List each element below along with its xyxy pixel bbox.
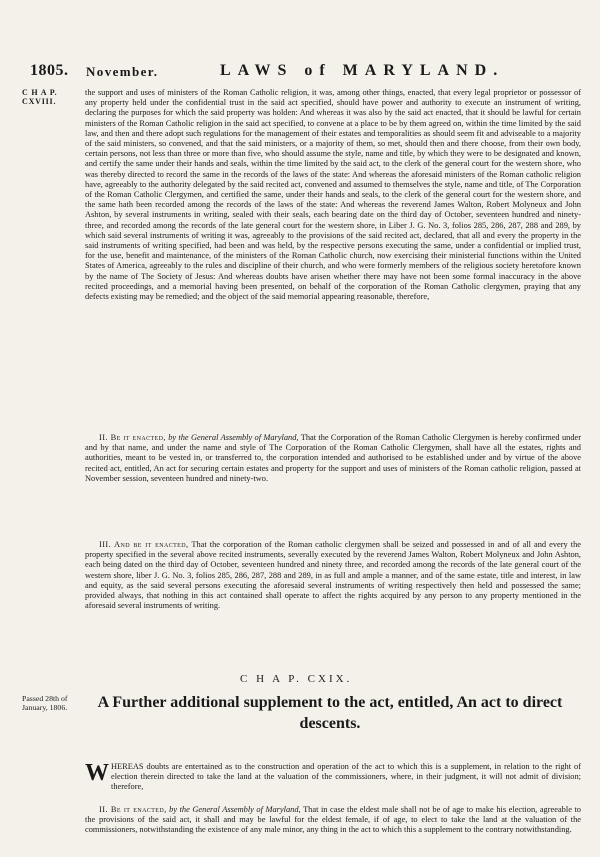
ch119-section-2-lead: II. Be it enacted, xyxy=(99,805,167,814)
preamble-text: the support and uses of ministers of the Roman Catholic religion, it was, among other things, enacted, that every legal proprietor or possessor of any property held under the confidential trust in the said act specified, should have power and authority to execute an instrument of writing, declaring the purposes for which the said property was holden: And whereas it was also by the said act enacted, that it should be lawful for certain ministers of the Roman Catholic religion in the said act specified, to convene at a place to be by them agreed on, within the time limited by the said law, and then and there adopt such regulations for the management of their estates and temporalities as should seem fit and adviseable to a majority of the said ministers, so convened, and that the said ministers, or a majority of them, so met, should then and there choose, from their own body, certain persons, not less than three or more than five, who should assume the style, name and title, by which they were to be designated and known, and certify the same under their hands and seals, within the time limited by the said act, to the clerk of the general court for the western shore, who was thereby directed to record the same in the records of the laws of the state: And whereas the aforesaid ministers of the Roman catholic religion have, agreeably to the authority delegated by the said recited act, convened and assumed to themselves the style, name and title, of The Corporation of the Roman Catholic Clergymen, and certified the same, under their hands and seals, to the clerk of the general court for the western shore, and the same hath been recorded among the records of the laws of the state: And whereas the reverend James Walton, Robert Molyneux and John Ashton, by several instruments in writing, sealed with their seals, each bearing date on the third day of October, seventeen hundred and ninety-three, and recorded among the records of the late general court for the western shore, in Liber J. G. No. 3, folios 285, 286, 287, 288 and 289, by which said several instruments of writing it was, agreeably to the provisions of the said recited act, declared, that all and every the property in the said instruments of writing specified, had been and was held, by the respective persons executing the same, under a confidential or implied trust, for the use, benefit and maintenance, of the ministers of the Roman Catholic church, now exercising their ministerial functions within the United States of America, agreeably to the rules and discipline of their church, and who were formerly members of the religious society heretofore known by the name of The Society of Jesus: And whereas doubts have arisen whether there may have not been some formal inaccuracy in the above recited proceedings, and a memorial having been presented, on behalf of the corporation of the Roman Catholic clergymen, praying that any defects existing may be remedied; and the object of the said memorial appearing reasonable, therefore, xyxy=(85,88,581,302)
page-number: 1805. xyxy=(30,62,69,79)
section-2-lead: II. Be it enacted, xyxy=(99,433,166,442)
passed-line-2: January, 1806. xyxy=(22,703,68,712)
page-header xyxy=(30,62,575,82)
section-3-text: That the corporation of the Roman catholic clergymen shall be seized and possessed in and of all and every the property specified in the several above recited instruments, severally executed by the reverend James Walton, Robert Molyneux and John Ashton, each being dated on the third day of October, seventeen hundred and ninety three, and recorded among the records of the late general court of the western shore, liber J. G. No. 3, folios 285, 286, 287, 288 and 289, in as full and ample a manner, and of the same estate, title and interest, in law and equity, as the said several persons executing the aforesaid several instruments of writing respectively then held and possessed the same; provided always, that nothing in this act contained shall operate to affect the rights acquired by any person to any property mentioned in the aforesaid several instruments of writing. xyxy=(85,540,581,611)
passed-line-1: Passed 28th of xyxy=(22,694,68,703)
section-3-lead: III. And be it enacted, xyxy=(99,540,189,549)
margin-chapter-note xyxy=(22,88,80,106)
running-title: LAWS of MARYLAND. xyxy=(220,62,505,79)
chapter-119-section-2 xyxy=(85,805,581,836)
margin-chap-number: CXVIII. xyxy=(22,97,57,106)
whereas-text: HEREAS doubts are entertained as to the construction and operation of the act to which this is a supplement, in relation to the right of election therein directed to take the land at the valuation of the commissioners, where, in their judgment, it will not admit of division; therefore, xyxy=(111,762,581,792)
whereas-paragraph xyxy=(85,762,581,793)
margin-passed-note xyxy=(22,694,80,712)
section-2-italic: by the General Assembly of Maryland, xyxy=(168,433,299,442)
chapter-119-label: C H A P. CXIX. xyxy=(240,673,353,685)
header-month: November. xyxy=(86,64,159,79)
chapter-119-section-2-body xyxy=(85,805,581,836)
drop-cap: W xyxy=(85,760,109,786)
section-2-body xyxy=(85,433,581,484)
section-2-text: That the Corporation of the Roman Catholic Clergymen is hereby confirmed under and by that name, and under the name and style of The Corporation of the Roman Catholic Clergymen, shall have all the estates, rights and authorities, meant to be vested in, or transferred to, the corporation intended and authorised to be established under and by virtue of the above recited act, entitled, An act for securing certain estates and property for the support and uses of ministers of the Roman catholic religion, passed at November session, seventeen hundred and ninety-two. xyxy=(85,433,582,483)
section-2-paragraph xyxy=(85,433,581,484)
ch119-section-2-italic: by the General Assembly of Maryland, xyxy=(169,805,301,814)
preamble-paragraph xyxy=(85,88,581,302)
margin-chap-label: C H A P. xyxy=(22,88,58,97)
ch119-section-2-text: That in case the eldest male shall not be of age to make his election, agreeable to the provisions of the said act, it shall and may be lawful for the eldest female, if of age, to elect to take the land at the valuation of the commissioners, notwithstanding the existence of any male minor, any thing in the act to which this a supplement to the contrary notwithstanding. xyxy=(85,805,581,835)
chapter-119-title: A Further additional supplement to the act, entitled, An act to direct descents. xyxy=(97,694,563,732)
section-3-body xyxy=(85,540,581,611)
section-3-paragraph xyxy=(85,540,581,611)
